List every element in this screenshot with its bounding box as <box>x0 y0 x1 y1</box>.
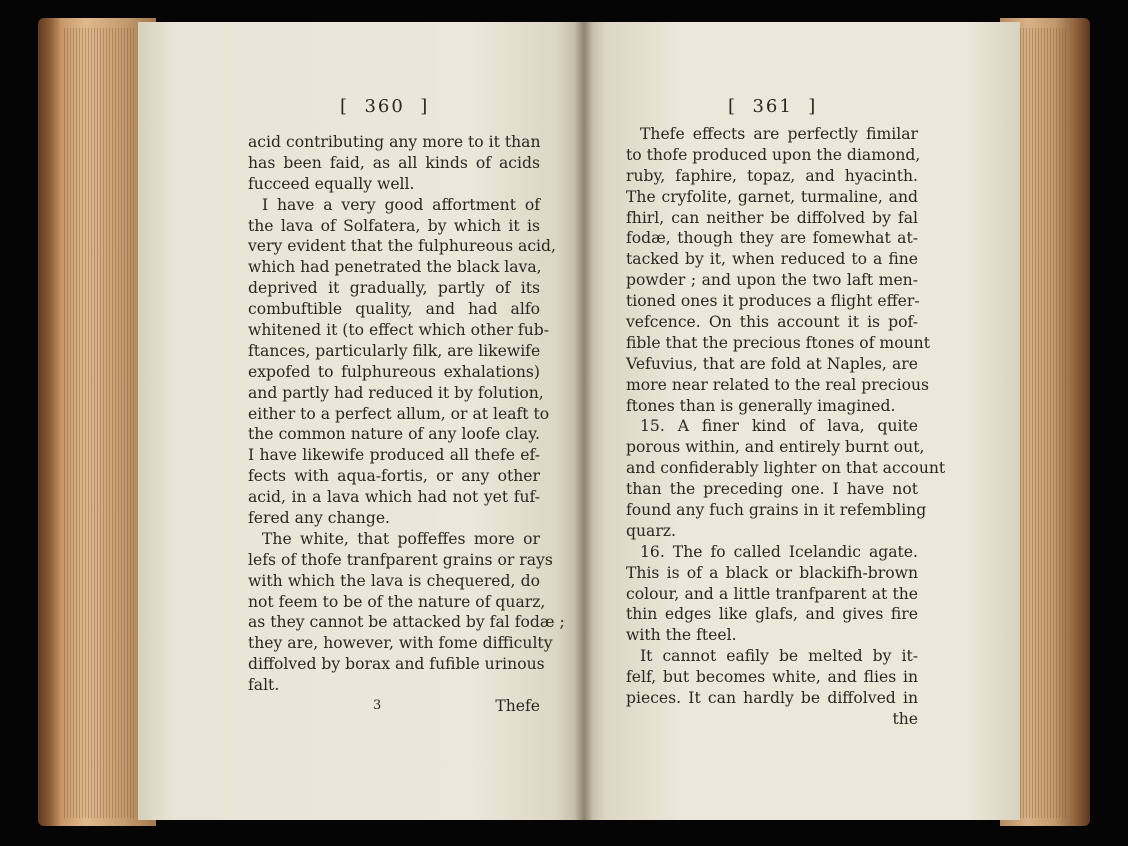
text-line: The white, that poffeffes more or <box>262 529 540 548</box>
text-line: felf, but becomes white, and flies in <box>626 668 918 687</box>
page-text <box>248 132 565 717</box>
text-line: very evident that the fulphureous acid, <box>248 237 556 256</box>
catchword: Thefe <box>495 697 540 716</box>
page-number: [ 361 ] <box>728 96 818 117</box>
text-line: found any fuch grains in it refembling <box>626 501 927 520</box>
text-line: with which the lava is chequered, do <box>248 571 540 590</box>
text-line: ftones than is generally imagined. <box>626 396 896 415</box>
text-line: they are, however, with fome difficulty <box>248 634 553 653</box>
text-line: expofed to fulphureous exhalations) <box>248 362 540 381</box>
text-line: more near related to the real precious <box>626 375 930 394</box>
book-gutter <box>575 22 593 820</box>
text-line: It cannot eafily be melted by it- <box>640 647 918 666</box>
text-line: falt. <box>248 676 280 695</box>
text-line: porous within, and entirely burnt out, <box>626 438 925 457</box>
text-line: combuftible quality, and had alfo <box>248 300 540 319</box>
text-line: pieces. It can hardly be diffolved in <box>626 689 918 708</box>
text-line: This is of a black or blackifh-brown <box>626 563 918 582</box>
text-line: fodæ, though they are fomewhat at- <box>626 229 918 248</box>
text-line: fucceed equally well. <box>248 174 415 193</box>
text-line: fects with aqua-fortis, or any other <box>248 467 540 486</box>
text-line: 16. The fo called Icelandic agate. <box>640 542 918 561</box>
text-line: powder ; and upon the two laft men- <box>626 271 918 290</box>
text-line: ruby, faphire, topaz, and hyacinth. <box>626 166 918 185</box>
text-line: tioned ones it produces a flight effer- <box>626 292 920 311</box>
text-line: tacked by it, when reduced to a fine <box>626 250 918 269</box>
text-line: has been faid, as all kinds of acids <box>248 153 540 172</box>
text-line: fible that the precious ftones of mount <box>626 333 930 352</box>
catchword: the <box>892 709 918 728</box>
catchword-row <box>626 709 918 730</box>
text-line: Thefe effects are perfectly fimilar <box>640 125 918 143</box>
text-line: whitened it (to effect which other fub- <box>248 321 549 340</box>
text-line: acid contributing any more to it than <box>248 133 541 151</box>
text-line: fhirl, can neither be diffolved by fal <box>626 208 918 227</box>
text-line: thin edges like glafs, and gives fire <box>626 605 918 624</box>
text-line: the common nature of any loofe clay. <box>248 425 540 444</box>
right-page <box>584 22 1020 820</box>
text-line: the lava of Solfatera, by which it is <box>248 216 540 235</box>
text-line: with the fteel. <box>626 626 737 645</box>
text-line: quarz. <box>626 521 676 540</box>
text-line: either to a perfect allum, or at leaft to <box>248 404 550 423</box>
text-line: not feem to be of the nature of quarz, <box>248 592 546 611</box>
catchword-row <box>248 696 540 717</box>
text-line: which had penetrated the black lava, <box>248 258 542 277</box>
text-line: and confiderably lighter on that account <box>626 459 946 478</box>
text-line: to thofe produced upon the diamond, <box>626 145 921 164</box>
text-line: than the preceding one. I have not <box>626 480 918 499</box>
page-number: [ 360 ] <box>340 96 430 117</box>
left-page <box>138 22 584 820</box>
text-line: vefcence. On this account it is pof- <box>626 313 918 332</box>
text-line: I have a very good affortment of <box>262 195 540 214</box>
text-line: diffolved by borax and fufible urinous <box>248 655 545 674</box>
text-line: Vefuvius, that are fold at Naples, are <box>626 354 918 373</box>
page-text <box>626 124 946 730</box>
text-line: 15. A finer kind of lava, quite <box>640 417 918 436</box>
text-line: colour, and a little tranfparent at the <box>626 584 918 603</box>
text-line: lefs of thofe tranfparent grains or rays <box>248 550 553 569</box>
text-line: The cryfolite, garnet, turmaline, and <box>626 187 918 206</box>
signature-mark: 3 <box>373 698 382 714</box>
text-line: acid, in a lava which had not yet fuf- <box>248 488 540 507</box>
text-line: as they cannot be attacked by fal fodæ ; <box>248 613 565 632</box>
text-line: ftances, particularly filk, are likewife <box>248 341 541 360</box>
text-line: fered any change. <box>248 509 391 528</box>
text-line: I have likewife produced all thefe ef- <box>248 446 540 465</box>
text-line: deprived it gradually, partly of its <box>248 279 540 298</box>
text-line: and partly had reduced it by folution, <box>248 383 544 402</box>
